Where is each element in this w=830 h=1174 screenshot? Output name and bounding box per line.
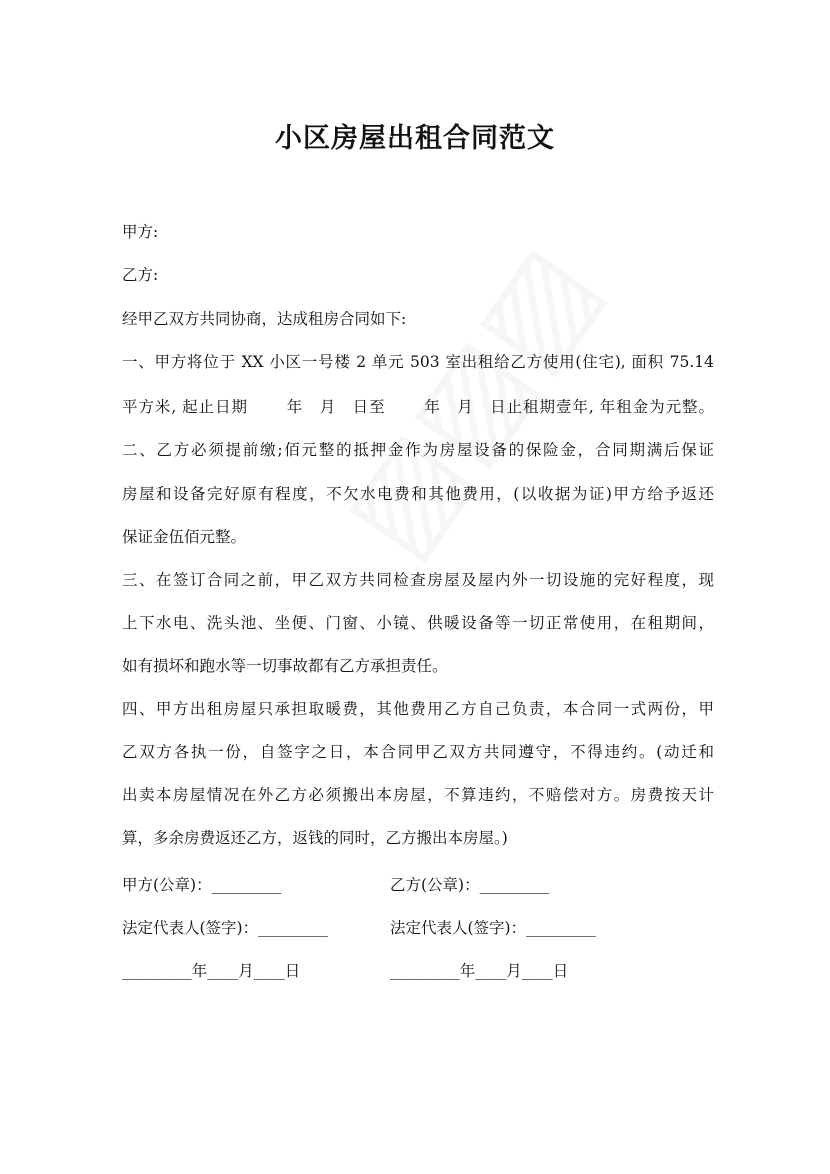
clause-2-line: 二、乙方必须提前缴;佰元整的抵押金作为房屋设备的保险金，合同期满后保证 (122, 441, 714, 459)
clause-3-line: 如有损坏和跑水等一切事故都有乙方承担责任。 (122, 657, 448, 675)
party-a-representative: 法定代表人(签字)：_________ (122, 919, 328, 937)
party-b-seal: 乙方(公章)：_________ (390, 876, 550, 894)
party-b-representative: 法定代表人(签字)：_________ (390, 919, 596, 937)
clause-2-line: 保证金伍佰元整。 (122, 528, 247, 546)
clause-4-line: 算，多余房费返还乙方，返钱的同时，乙方搬出本房屋。) (122, 829, 508, 847)
clause-4-line: 四、甲方出租房屋只承担取暖费，其他费用乙方自己负责，本合同一式两份，甲 (122, 700, 714, 718)
document-title: 小区房屋出租合同范文 (275, 123, 555, 154)
clause-3-line: 上下水电、洗头池、坐便、门窗、小镜、供暖设备等一切正常使用，在租期间， (122, 614, 714, 632)
intro-text: 经甲乙双方共同协商，达成租房合同如下: (122, 310, 407, 328)
party-b-label: 乙方: (122, 266, 159, 284)
party-a-seal: 甲方(公章)：_________ (122, 876, 282, 894)
clause-4-line: 出卖本房屋情况在外乙方必须搬出本房屋，不算违约，不赔偿对方。房费按天计 (122, 786, 714, 804)
clause-2-line: 房屋和设备完好原有程度，不欠水电费和其他费用，(以收据为证)甲方给予返还 (122, 485, 714, 503)
clause-1-line: 一、甲方将位于 XX 小区一号楼 2 单元 503 室出租给乙方使用(住宅), 面积 75.14 (122, 353, 714, 371)
clause-3-line: 三、在签订合同之前，甲乙双方共同检查房屋及屋内外一切设施的完好程度，现 (122, 571, 714, 589)
party-b-date: _________年____月____日 (390, 962, 569, 980)
clause-1-line: 平方米, 起止日期 年 月 日至 年 月 日止租期壹年, 年租金为元整。 (122, 398, 714, 416)
party-a-label: 甲方: (122, 223, 159, 241)
clause-4-line: 乙双方各执一份，自签字之日，本合同甲乙双方共同遵守，不得违约。(动迁和 (122, 743, 714, 761)
party-a-date: _________年____月____日 (122, 962, 301, 980)
